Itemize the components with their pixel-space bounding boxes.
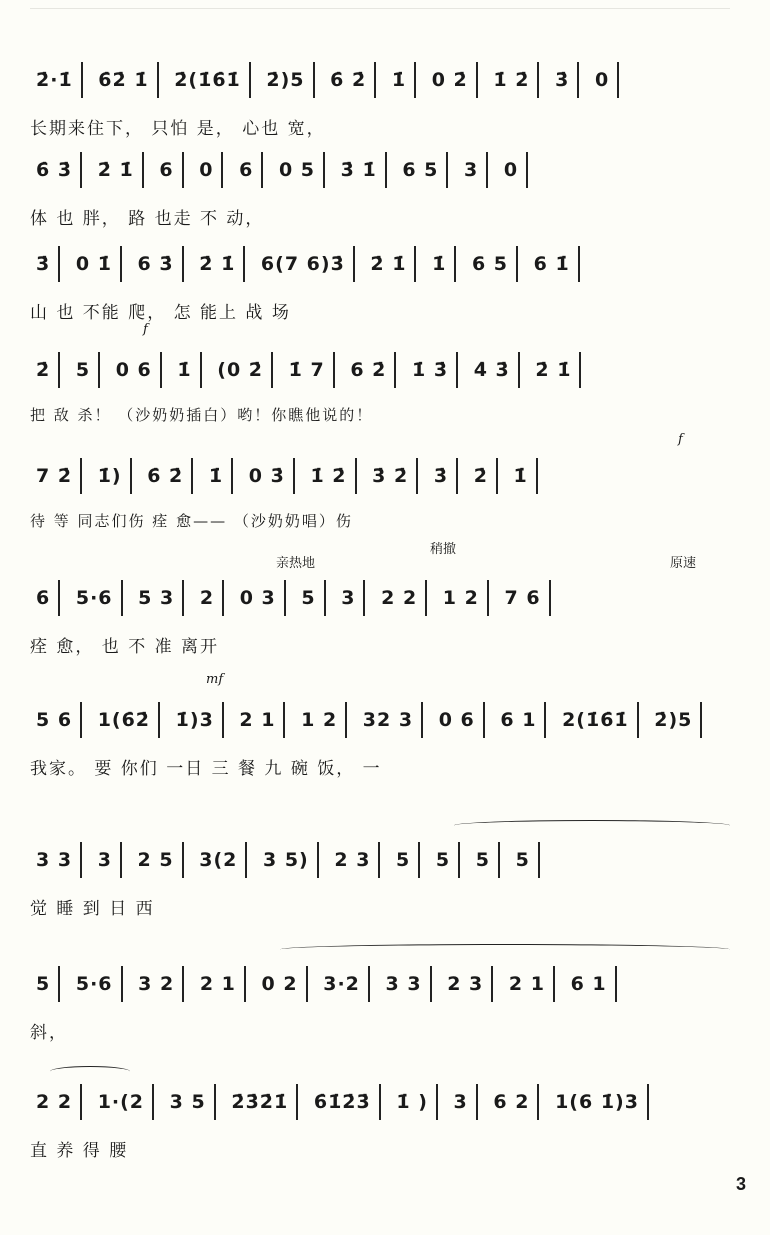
bar-line	[436, 1084, 438, 1120]
note-group: 2̇·1̇	[36, 68, 73, 91]
note-group: 2 2	[381, 586, 418, 609]
note-group: 7 6	[504, 586, 541, 609]
note-group: 1 2	[301, 708, 338, 731]
bar-line	[353, 246, 355, 282]
tempo-mark: 原速	[670, 556, 697, 571]
note-group: 3·2	[323, 972, 360, 995]
note-group: 0 2	[261, 972, 298, 995]
notation-line	[30, 702, 730, 742]
note-group: 3	[341, 586, 356, 609]
note-group: 2 3	[447, 972, 484, 995]
slur	[454, 820, 730, 831]
bar-line	[496, 458, 498, 494]
note-group: 1 2	[442, 586, 479, 609]
note-group: 3	[464, 158, 479, 181]
bar-line	[271, 352, 273, 388]
bar-line	[157, 62, 159, 98]
tempo-mark: 亲热地	[276, 556, 316, 571]
bar-line	[130, 458, 132, 494]
note-group: 3 3	[385, 972, 422, 995]
bar-line	[323, 152, 325, 188]
bar-line	[182, 966, 184, 1002]
tempo-mark: 稍撤	[430, 542, 457, 557]
note-group: 2̇)5	[266, 68, 305, 91]
bar-line	[293, 458, 295, 494]
note-group: 5	[435, 848, 451, 871]
bar-line	[243, 246, 245, 282]
bar-line	[536, 458, 538, 494]
note-group: 0 5	[278, 158, 316, 181]
note-group: 3 5)	[262, 848, 309, 871]
note-group: 3̇ 2̇	[372, 464, 409, 487]
bar-line	[577, 62, 579, 98]
note-group: 3	[453, 1090, 468, 1113]
note-group: 1̇	[177, 358, 192, 381]
bar-line	[191, 458, 193, 494]
note-group: 6 1̇	[533, 252, 570, 275]
note-group: 5	[515, 848, 530, 871]
note-group: 2 5	[137, 848, 174, 871]
note-group: 5	[75, 358, 91, 381]
lyrics-line: 斜，	[30, 1023, 68, 1043]
bar-line	[81, 62, 83, 98]
note-group: 6 2̇	[350, 358, 387, 381]
note-group: 6 5	[402, 158, 439, 181]
bar-line	[476, 1084, 478, 1120]
note-group: 2 3	[334, 848, 371, 871]
note-group: 2̇ 1̇	[370, 252, 407, 275]
page-top-edge	[30, 8, 730, 9]
note-group: 6	[239, 158, 254, 181]
note-group: 2̇)5	[654, 708, 693, 731]
bar-line	[368, 966, 370, 1002]
bar-line	[454, 246, 456, 282]
bar-line	[313, 62, 315, 98]
bar-line	[120, 246, 122, 282]
note-group: 3̇	[433, 464, 449, 487]
note-group: 6	[36, 586, 51, 609]
bar-line	[430, 966, 432, 1002]
lyrics-line: 待 等 同志们伤 痊 愈—— （沙奶奶唱）伤	[30, 512, 353, 530]
bar-line	[244, 966, 246, 1002]
bar-line	[249, 62, 251, 98]
notation-line	[30, 152, 730, 192]
note-group: 5·6	[75, 972, 113, 995]
bar-line	[284, 580, 286, 616]
bar-line	[374, 62, 376, 98]
bar-line	[222, 580, 224, 616]
note-group: 1̇	[391, 68, 407, 91]
bar-line	[80, 702, 82, 738]
bar-line	[182, 580, 184, 616]
bar-line	[200, 352, 202, 388]
note-group: 2 1	[239, 708, 276, 731]
bar-line	[615, 966, 617, 1002]
note-group: 6̇1̇2̇3̇	[313, 1090, 371, 1113]
notation-line	[30, 580, 730, 620]
note-group: 6̇2̇ 1̇	[98, 68, 149, 91]
note-group: 2 2	[36, 1090, 73, 1113]
bar-line	[58, 246, 60, 282]
note-group: 6 1	[570, 972, 607, 995]
note-group: 2(1̇6̇1̇	[562, 708, 629, 731]
note-group: 0 6	[115, 358, 152, 381]
note-group: (0 2̇	[217, 358, 264, 381]
bar-line	[317, 842, 319, 878]
bar-line	[363, 580, 365, 616]
bar-line	[245, 842, 247, 878]
note-group: 7 2̇	[36, 464, 73, 487]
bar-line	[345, 702, 347, 738]
bar-line	[355, 458, 357, 494]
bar-line	[385, 152, 387, 188]
note-group: 1̇ 2̇	[493, 68, 530, 91]
note-group: 3 5	[169, 1090, 206, 1113]
lyrics-line: 痊 愈， 也 不 准 离开	[30, 637, 220, 657]
notation-line	[30, 352, 730, 392]
bar-line	[121, 966, 123, 1002]
note-group: 6 1	[500, 708, 537, 731]
note-group: 3	[97, 848, 112, 871]
bar-line	[617, 62, 619, 98]
bar-line	[296, 1084, 298, 1120]
note-group: 6̇ 2̇	[147, 464, 184, 487]
lyrics-line: 把 敌 杀！ （沙奶奶插白）哟！你瞧他说的！	[30, 406, 374, 424]
note-group: 0 1̇	[75, 252, 112, 275]
bar-line	[544, 702, 546, 738]
note-group: 2 1	[199, 972, 236, 995]
bar-line	[537, 62, 539, 98]
bar-line	[498, 842, 500, 878]
note-group: 3̇	[555, 68, 570, 91]
note-group: 2̇	[36, 358, 51, 381]
notation-line	[30, 1084, 730, 1124]
notation-line	[30, 62, 730, 102]
bar-line	[261, 152, 263, 188]
bar-line	[158, 702, 160, 738]
bar-line	[537, 1084, 539, 1120]
bar-line	[491, 966, 493, 1002]
lyrics-line: 觉 睡 到 日 西	[30, 899, 155, 919]
page-number: 3	[735, 1174, 746, 1194]
bar-line	[306, 966, 308, 1002]
bar-line	[120, 842, 122, 878]
note-group: 6̇ 2̇	[330, 68, 367, 91]
note-group: 5	[475, 848, 490, 871]
bar-line	[283, 702, 285, 738]
lyrics-line: 山 也 不能 爬， 怎 能上 战 场	[30, 303, 291, 323]
note-group: 2̇	[473, 464, 488, 487]
bar-line	[121, 580, 123, 616]
lyrics-line: 直 养 得 腰	[30, 1141, 129, 1161]
bar-line	[526, 152, 528, 188]
note-group: 3̇ 1̇	[340, 158, 377, 181]
note-group: 6 2	[493, 1090, 530, 1113]
note-group: 2̇ 1̇	[97, 158, 134, 181]
bar-line	[486, 152, 488, 188]
bar-line	[182, 246, 184, 282]
bar-line	[579, 352, 581, 388]
lyrics-line: 长期来住下， 只怕 是， 心也 宽，	[30, 119, 326, 139]
note-group: 4̇ 3̇	[473, 358, 510, 381]
note-group: 2	[199, 586, 215, 609]
note-group: 6 3̇	[137, 252, 174, 275]
bar-line	[553, 966, 555, 1002]
note-group: 1̇	[513, 464, 528, 487]
note-group: 1̇ 7	[288, 358, 325, 381]
note-group: 6(7 6)3̇	[260, 252, 345, 275]
bar-line	[637, 702, 639, 738]
bar-line	[378, 842, 380, 878]
bar-line	[324, 580, 326, 616]
note-group: 5	[396, 848, 411, 871]
note-group: 3(2	[199, 848, 238, 871]
bar-line	[80, 152, 82, 188]
bar-line	[418, 842, 420, 878]
bar-line	[58, 352, 60, 388]
bar-line	[80, 1084, 82, 1120]
note-group: 2̇ 1̇	[535, 358, 572, 381]
bar-line	[456, 352, 458, 388]
note-group: 6̇ 3̇	[36, 158, 73, 181]
bar-line	[483, 702, 485, 738]
note-group: 0	[594, 68, 610, 91]
bar-line	[518, 352, 520, 388]
note-group: 0 2̇	[431, 68, 468, 91]
bar-line	[394, 352, 396, 388]
bar-line	[647, 1084, 649, 1120]
note-group: 1(6̇2̇	[97, 708, 151, 731]
note-group: 1̇)3	[175, 708, 214, 731]
notation-line	[30, 246, 730, 286]
notation-line	[30, 458, 730, 498]
bar-line	[425, 580, 427, 616]
lyrics-line: 体 也 胖， 路 也走 不 动，	[30, 209, 265, 229]
bar-line	[333, 352, 335, 388]
bar-line	[487, 580, 489, 616]
note-group: 1̇	[208, 464, 224, 487]
bar-line	[456, 458, 458, 494]
dynamic-mark-f: f	[143, 322, 148, 337]
note-group: 3 2	[138, 972, 175, 995]
note-group: 5·6	[75, 586, 113, 609]
note-group: 2 1	[508, 972, 545, 995]
bar-line	[416, 458, 418, 494]
bar-line	[379, 1084, 381, 1120]
bar-line	[549, 580, 551, 616]
bar-line	[58, 580, 60, 616]
slur	[50, 1066, 130, 1077]
bar-line	[421, 702, 423, 738]
note-group: 0 3̇	[248, 464, 285, 487]
note-group: 2̇ 1̇	[199, 252, 236, 275]
bar-line	[700, 702, 702, 738]
bar-line	[476, 62, 478, 98]
notation-line	[30, 966, 730, 1006]
bar-line	[160, 352, 162, 388]
bar-line	[231, 458, 233, 494]
dynamic-mark-f: f	[678, 432, 683, 447]
note-group: 1·(2	[97, 1090, 145, 1113]
note-group: 32 3	[362, 708, 414, 731]
note-group: 6 5	[471, 252, 509, 275]
notation-line	[30, 842, 730, 882]
note-group: 3 3	[36, 848, 73, 871]
dynamic-mark-mf: mf	[206, 672, 224, 687]
note-group: 6	[159, 158, 174, 181]
bar-line	[538, 842, 540, 878]
note-group: 1̇ 3̇	[412, 358, 449, 381]
note-group: 0	[503, 158, 519, 181]
bar-line	[222, 702, 224, 738]
bar-line	[182, 842, 184, 878]
lyrics-line: 我家。 要 你们 一日 三 餐 九 碗 饭， 一	[30, 759, 382, 779]
note-group: 5	[36, 972, 51, 995]
slur	[280, 944, 730, 955]
note-group: 1(6 1̇)3	[555, 1090, 639, 1113]
bar-line	[98, 352, 100, 388]
bar-line	[458, 842, 460, 878]
bar-line	[182, 152, 184, 188]
bar-line	[221, 152, 223, 188]
note-group: 0	[199, 158, 214, 181]
bar-line	[578, 246, 580, 282]
note-group: 2̇(1̇6̇1̇	[174, 68, 241, 91]
note-group: 0 6	[438, 708, 475, 731]
bar-line	[58, 966, 60, 1002]
bar-line	[414, 246, 416, 282]
note-group: 1̇	[432, 252, 447, 275]
note-group: 1̇ 2̇	[310, 464, 347, 487]
note-group: 5	[301, 586, 316, 609]
bar-line	[446, 152, 448, 188]
note-group: 3̇	[36, 252, 51, 275]
note-group: 0 3	[239, 586, 276, 609]
bar-line	[80, 458, 82, 494]
bar-line	[152, 1084, 154, 1120]
bar-line	[516, 246, 518, 282]
bar-line	[214, 1084, 216, 1120]
note-group: 5 6	[36, 708, 73, 731]
bar-line	[414, 62, 416, 98]
bar-line	[142, 152, 144, 188]
note-group: 1̇)	[97, 464, 122, 487]
note-group: 1̇ )	[396, 1090, 428, 1113]
note-group: 2̇3̇2̇1̇	[231, 1090, 289, 1113]
note-group: 5 3	[138, 586, 175, 609]
bar-line	[80, 842, 82, 878]
